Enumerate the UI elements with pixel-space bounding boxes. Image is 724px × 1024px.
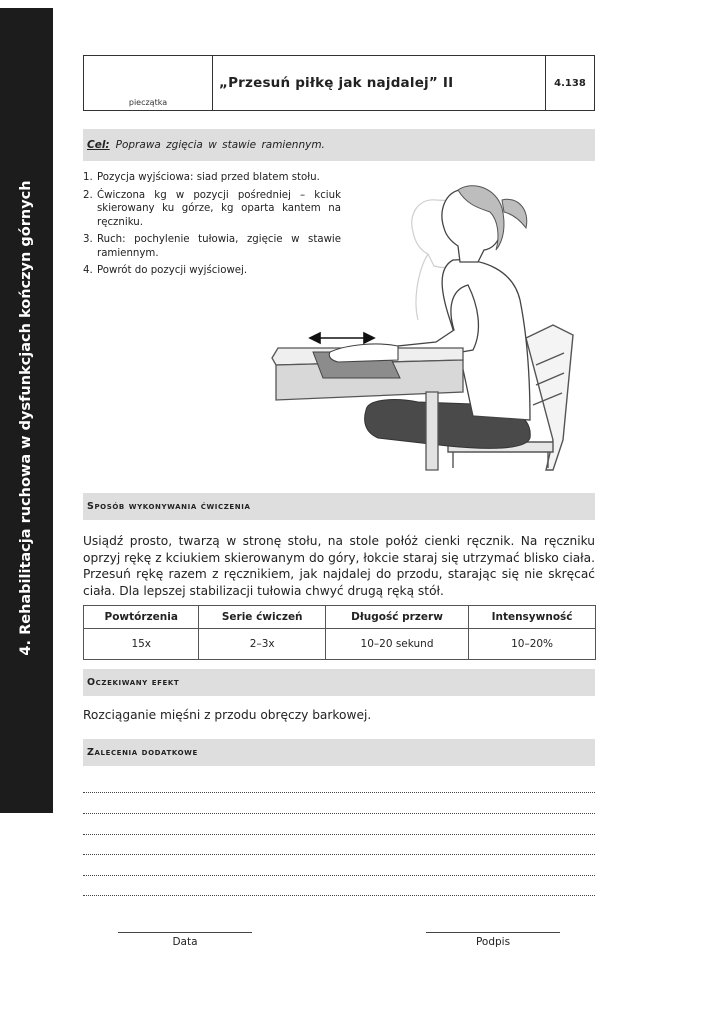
column-header: Serie ćwiczeń — [199, 606, 325, 629]
step-text: Ruch: pochylenie tułowia, zgięcie w stawie ramiennym. — [97, 234, 341, 259]
table-cell: 10–20 sekund — [325, 629, 468, 660]
date-label: Data — [172, 936, 198, 948]
exercise-title: „Przesuń piłkę jak najdalej” II — [213, 56, 546, 110]
step-number: 2. — [83, 189, 93, 201]
chapter-title: 4. Rehabilitacja ruchowa w dysfunkcjach kończyn górnych — [18, 180, 34, 656]
effect-heading: Oczekiwany efekt — [83, 669, 595, 696]
notes-line[interactable] — [83, 812, 595, 814]
table-header-row — [84, 606, 596, 629]
table-cell: 2–3x — [199, 629, 325, 660]
method-heading: Sposób wykonywania ćwiczenia — [83, 493, 595, 520]
step-text: Powrót do pozycji wyjściowej. — [97, 265, 248, 276]
exercise-illustration — [268, 170, 588, 475]
stamp-cell — [84, 56, 213, 110]
date-signature-line[interactable] — [118, 932, 252, 933]
step-number: 3. — [83, 234, 93, 245]
ponytail — [502, 199, 527, 228]
signature-label: Podpis — [475, 936, 511, 948]
method-text: Usiądź prosto, twarzą w stronę stołu, na stole połóż cienki ręcznik. Na ręczniku oprzyj rękę z kciukiem skierowanym do góry, łokcie staraj się utrzymać blisko ciała. Przesuń rękę razem z ręcznikiem, jak najdalej do przodu, starając się nie skręcać ciała. Dla lepszej stabilizacji tułowia chwyć drugą ręką stół. — [83, 534, 595, 598]
side-bar — [0, 8, 53, 813]
stamp-label: pieczątka — [128, 98, 168, 107]
table-cell: 10–20% — [469, 629, 596, 660]
hand — [329, 344, 398, 362]
signature-line[interactable] — [426, 932, 560, 933]
step-text: Ćwiczona kg w pozycji pośredniej – kciuk skierowany ku górze, kg oparta kantem na ręczniku. — [97, 189, 341, 228]
notes-line[interactable] — [83, 874, 595, 876]
notes-line[interactable] — [83, 833, 595, 835]
column-header: Powtórzenia — [84, 606, 199, 629]
recommendations-heading: Zalecenia dodatkowe — [83, 739, 595, 766]
table-cell: 15x — [84, 629, 199, 660]
step-number: 1. — [83, 172, 93, 183]
motion-arrow-icon — [310, 333, 374, 343]
goal-text: Poprawa zgięcia w stawie ramiennym. — [115, 139, 325, 151]
notes-line[interactable] — [83, 791, 595, 793]
column-header: Intensywność — [469, 606, 596, 629]
header-box — [83, 55, 595, 111]
step-text: Pozycja wyjściowa: siad przed blatem stołu. — [97, 172, 320, 183]
arm — [398, 285, 478, 356]
notes-line[interactable] — [83, 894, 595, 896]
goal-label: Cel: — [87, 139, 110, 151]
exercise-number: 4.138 — [554, 77, 586, 89]
notes-line[interactable] — [83, 853, 595, 855]
params-table — [83, 605, 596, 660]
goal-bar — [83, 129, 595, 161]
table-row — [84, 629, 596, 660]
effect-text: Rozciąganie mięśni z przodu obręczy barkowej. — [83, 708, 372, 722]
step-number: 4. — [83, 265, 93, 276]
column-header: Długość przerw — [325, 606, 468, 629]
